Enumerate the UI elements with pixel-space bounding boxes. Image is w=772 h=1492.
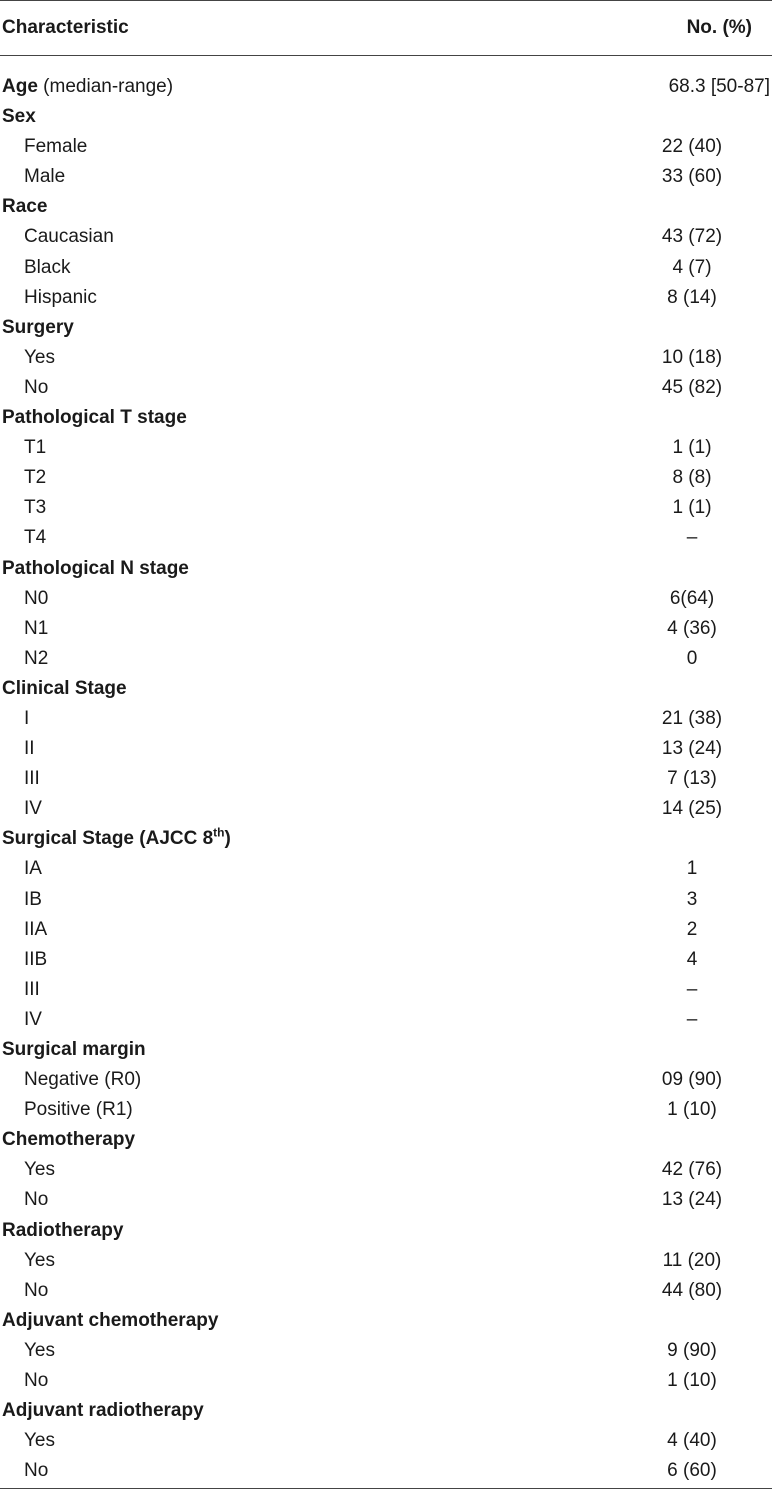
row-value: 1 (10) — [667, 1099, 717, 1121]
row-value: 7 (13) — [667, 768, 717, 790]
row-value: 1 (1) — [672, 437, 712, 459]
row-label: Hispanic — [24, 286, 97, 308]
table-row — [0, 764, 772, 794]
section-heading-adjuvant-radiotherapy — [0, 1396, 772, 1426]
section-heading-chemotherapy — [0, 1125, 772, 1155]
row-value: 4 (36) — [667, 617, 717, 639]
section-heading-label: Adjuvant radiotherapy — [2, 1400, 204, 1422]
table-row — [0, 1065, 772, 1095]
section-heading-t-stage — [0, 403, 772, 433]
row-label: Black — [24, 256, 71, 278]
section-heading-label: Adjuvant chemotherapy — [2, 1309, 219, 1331]
row-label: III — [24, 768, 40, 790]
row-value: 21 (38) — [661, 707, 723, 729]
table-row — [0, 1366, 772, 1396]
row-value: 4 (40) — [667, 1430, 717, 1452]
row-value: 9 (90) — [667, 1339, 717, 1361]
row-value: 8 (8) — [672, 467, 712, 489]
table-header — [0, 0, 772, 56]
row-label: IA — [24, 858, 42, 880]
row-label: III — [24, 978, 40, 1000]
surgical-stage-heading-close: ) — [224, 828, 231, 850]
section-heading-sex — [0, 102, 772, 132]
section-heading-label: Race — [2, 196, 48, 218]
table-row — [0, 373, 772, 403]
table-row — [0, 1246, 772, 1276]
row-label: T1 — [24, 437, 47, 459]
row-label: IIA — [24, 918, 48, 940]
age-label-rest: (median-range) — [37, 76, 174, 97]
row-label: Yes — [24, 1249, 55, 1271]
table-row — [0, 1276, 772, 1306]
table-row — [0, 132, 772, 162]
section-heading-surgical-stage — [0, 824, 772, 854]
row-value: 45 (82) — [661, 376, 723, 398]
row-label: T2 — [24, 467, 47, 489]
table-row — [0, 644, 772, 674]
row-value: 42 (76) — [661, 1159, 723, 1181]
row-label: Yes — [24, 1159, 55, 1181]
row-label: N1 — [24, 617, 49, 639]
section-heading-race — [0, 192, 772, 222]
table-row — [0, 283, 772, 313]
row-value: 10 (18) — [661, 346, 723, 368]
row-label: Male — [24, 166, 66, 188]
row-value: 22 (40) — [661, 136, 723, 158]
row-label: Yes — [24, 1339, 55, 1361]
row-value: 1 — [686, 858, 698, 880]
row-label: IB — [24, 888, 42, 910]
table-row — [0, 704, 772, 734]
table-row — [0, 975, 772, 1005]
section-heading-label — [2, 824, 231, 854]
row-value: 4 — [686, 948, 698, 970]
row-label: II — [24, 738, 35, 760]
row-value: 09 (90) — [661, 1069, 723, 1091]
section-heading-label: Chemotherapy — [2, 1129, 136, 1151]
table-row — [0, 523, 772, 553]
table-row — [0, 945, 772, 975]
row-label: IIB — [24, 948, 48, 970]
table-row — [0, 1456, 772, 1486]
table-row — [0, 614, 772, 644]
surgical-stage-heading-text: Surgical Stage (AJCC 8 — [2, 828, 214, 850]
row-label: IV — [24, 798, 42, 820]
section-heading-label: Pathological T stage — [2, 407, 187, 429]
row-value: 43 (72) — [661, 226, 723, 248]
table-row — [0, 854, 772, 884]
table-row — [0, 253, 772, 283]
table-row — [0, 734, 772, 764]
row-label: Yes — [24, 346, 55, 368]
table-row — [0, 493, 772, 523]
row-value: 8 (14) — [667, 286, 717, 308]
table-row — [0, 915, 772, 945]
header-value: No. (%) — [686, 17, 752, 38]
row-value: – — [686, 1008, 698, 1030]
section-heading-label: Surgery — [2, 316, 74, 338]
row-label: I — [24, 707, 30, 729]
row-label: No — [24, 1460, 49, 1482]
row-value: 6(64) — [669, 587, 715, 609]
row-label: Female — [24, 136, 88, 158]
row-label: Caucasian — [24, 226, 114, 248]
table-bottom-rule — [0, 1488, 772, 1489]
row-value: 2 — [686, 918, 698, 940]
row-label: T4 — [24, 527, 47, 549]
row-value: 44 (80) — [661, 1279, 723, 1301]
row-label: Yes — [24, 1430, 55, 1452]
row-label: No — [24, 1279, 49, 1301]
section-heading-label: Sex — [2, 106, 36, 128]
section-heading-n-stage — [0, 554, 772, 584]
section-heading-radiotherapy — [0, 1216, 772, 1246]
table-row — [0, 885, 772, 915]
row-value: 11 (20) — [662, 1249, 722, 1271]
table-row — [0, 1336, 772, 1366]
section-heading-label: Clinical Stage — [2, 677, 127, 699]
row-label: Positive (R1) — [24, 1099, 133, 1121]
row-value: 13 (24) — [661, 1189, 723, 1211]
table-row — [0, 162, 772, 192]
row-value: 1 (10) — [667, 1370, 717, 1392]
row-value: 0 — [686, 647, 698, 669]
table-row — [0, 794, 772, 824]
row-value: 3 — [686, 888, 698, 910]
table-row — [0, 463, 772, 493]
age-value: 68.3 [50-87] — [668, 76, 770, 97]
header-characteristic: Characteristic — [2, 17, 129, 38]
section-heading-clinical-stage — [0, 674, 772, 704]
age-row — [0, 72, 772, 102]
table-body — [0, 72, 772, 1486]
row-label: Negative (R0) — [24, 1069, 142, 1091]
row-label: N0 — [24, 587, 49, 609]
row-label: No — [24, 1189, 49, 1211]
row-label: IV — [24, 1008, 42, 1030]
surgical-stage-heading-sup: th — [213, 826, 225, 841]
table-row — [0, 1185, 772, 1215]
row-label: N2 — [24, 647, 49, 669]
row-value: – — [686, 527, 698, 549]
table-row — [0, 1005, 772, 1035]
section-heading-label: Radiotherapy — [2, 1219, 124, 1241]
row-value: 4 (7) — [672, 256, 712, 278]
age-label — [2, 72, 173, 102]
section-heading-surgical-margin — [0, 1035, 772, 1065]
row-value: 6 (60) — [667, 1460, 717, 1482]
row-label: T3 — [24, 497, 47, 519]
row-value: 1 (1) — [672, 497, 712, 519]
table-row — [0, 222, 772, 252]
table-row — [0, 1155, 772, 1185]
table-row — [0, 343, 772, 373]
age-label-bold: Age — [2, 76, 38, 97]
row-label: No — [24, 376, 49, 398]
table-row — [0, 584, 772, 614]
section-heading-surgery — [0, 313, 772, 343]
section-heading-label: Pathological N stage — [2, 557, 189, 579]
table-row — [0, 1426, 772, 1456]
row-value: 13 (24) — [661, 738, 723, 760]
section-heading-adjuvant-chemotherapy — [0, 1306, 772, 1336]
row-value: 14 (25) — [661, 798, 723, 820]
section-heading-label: Surgical margin — [2, 1039, 146, 1060]
table-row — [0, 1095, 772, 1125]
table-row — [0, 433, 772, 463]
row-label: No — [24, 1370, 49, 1392]
row-value: – — [686, 978, 698, 1000]
row-value: 33 (60) — [661, 166, 723, 188]
